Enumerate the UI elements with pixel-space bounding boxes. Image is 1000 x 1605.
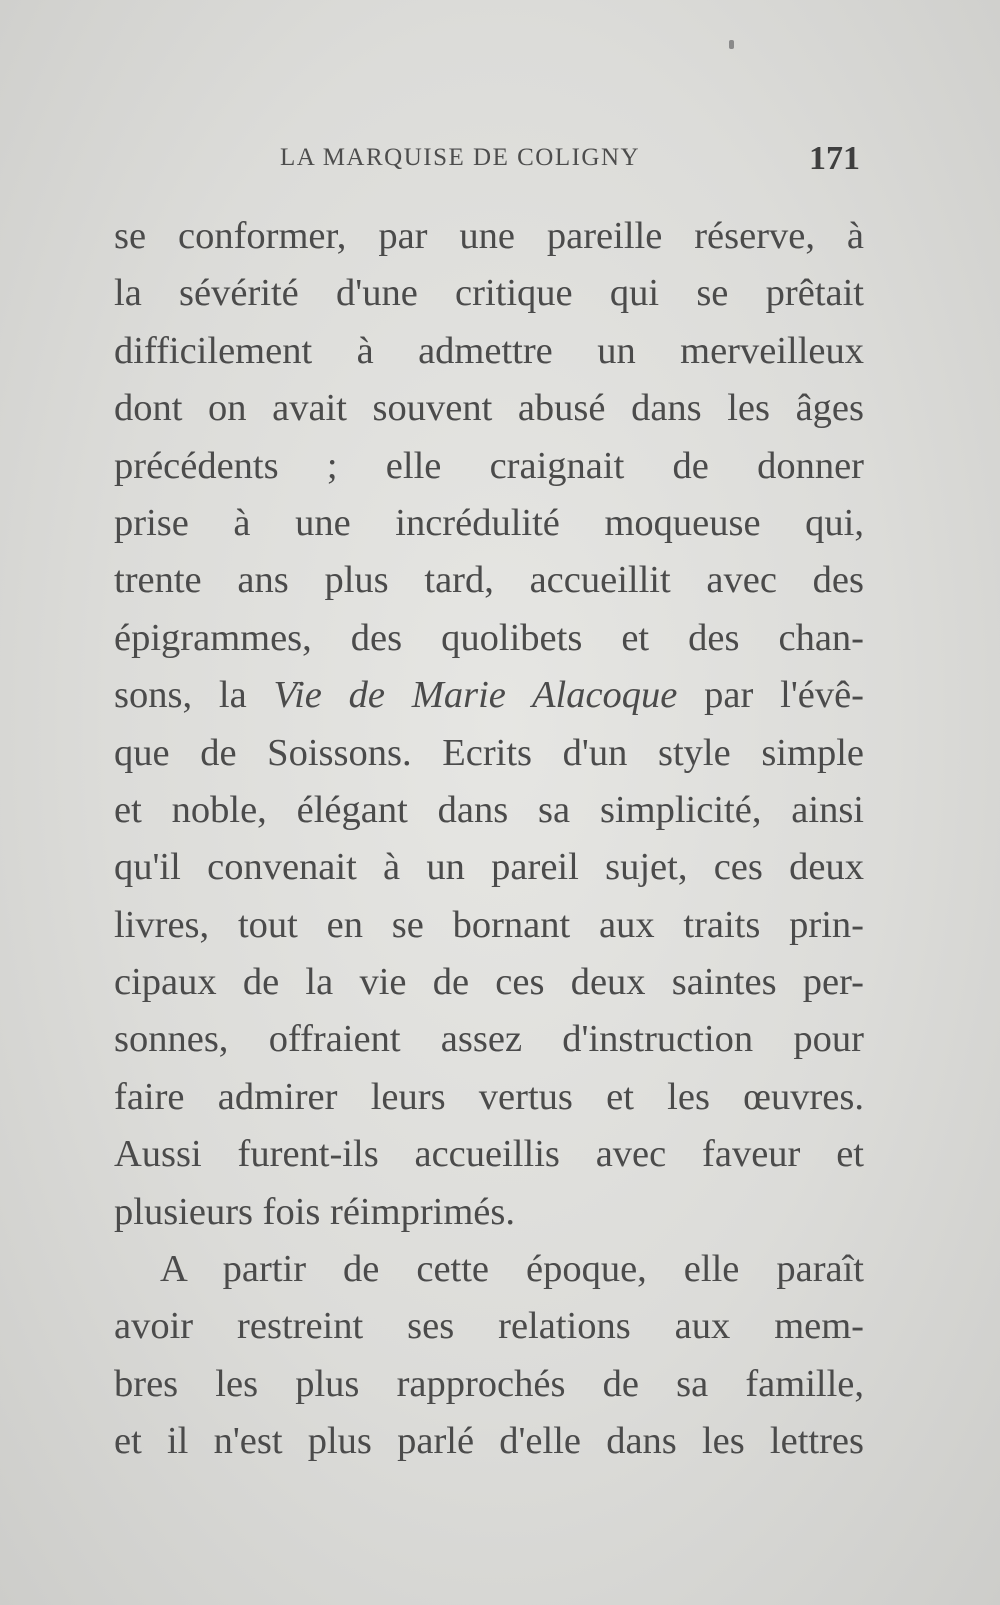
text-line: difficilement à admettre un merveilleux — [114, 329, 864, 372]
text-line: et il n'est plus parlé d'elle dans les lettres — [114, 1420, 864, 1463]
paragraph-end-line: plusieurs fois réimprimés. — [114, 1190, 515, 1233]
text-line: bres les plus rapprochés de sa famille, — [114, 1362, 864, 1405]
text-line: et noble, élégant dans sa simplicité, ainsi — [114, 788, 864, 831]
text-line: avoir restreint ses relations aux mem- — [114, 1305, 864, 1348]
text-segment: par l'évê- — [677, 674, 865, 717]
text-line: faire admirer leurs vertus et les œuvres. — [114, 1075, 864, 1118]
text-line: la sévérité d'une critique qui se prêtait — [114, 272, 864, 315]
page-header — [280, 140, 860, 180]
running-title: LA MARQUISE DE COLIGNY — [280, 144, 641, 171]
text-line: sonnes, offraient assez d'instruction pour — [114, 1018, 864, 1061]
ink-speck — [729, 40, 734, 49]
paragraph-start-line: A partir de cette époque, elle paraît — [160, 1248, 864, 1291]
text-line: trente ans plus tard, accueillit avec des — [114, 559, 864, 602]
text-line: dont on avait souvent abusé dans les âges — [114, 387, 864, 430]
text-line: prise à une incrédulité moqueuse qui, — [114, 501, 864, 544]
text-line: livres, tout en se bornant aux traits prin- — [114, 903, 864, 946]
text-line: cipaux de la vie de ces deux saintes per- — [114, 961, 864, 1004]
text-line: précédents ; elle craignait de donner — [114, 444, 864, 487]
book-title: Vie de Marie Alacoque — [273, 674, 678, 717]
page-number: 171 — [809, 140, 860, 177]
text-line-with-title — [114, 667, 864, 724]
text-segment: sons, la — [114, 674, 274, 717]
text-line: se conformer, par une pareille réserve, à — [114, 215, 864, 257]
text-line: Aussi furent-ils accueillis avec faveur et — [114, 1133, 864, 1176]
text-line: que de Soissons. Ecrits d'un style simple — [114, 731, 864, 774]
text-line: épigrammes, des quolibets et des chan- — [114, 616, 864, 659]
body-text — [114, 208, 864, 1471]
text-line: qu'il convenait à un pareil sujet, ces deux — [114, 846, 864, 889]
